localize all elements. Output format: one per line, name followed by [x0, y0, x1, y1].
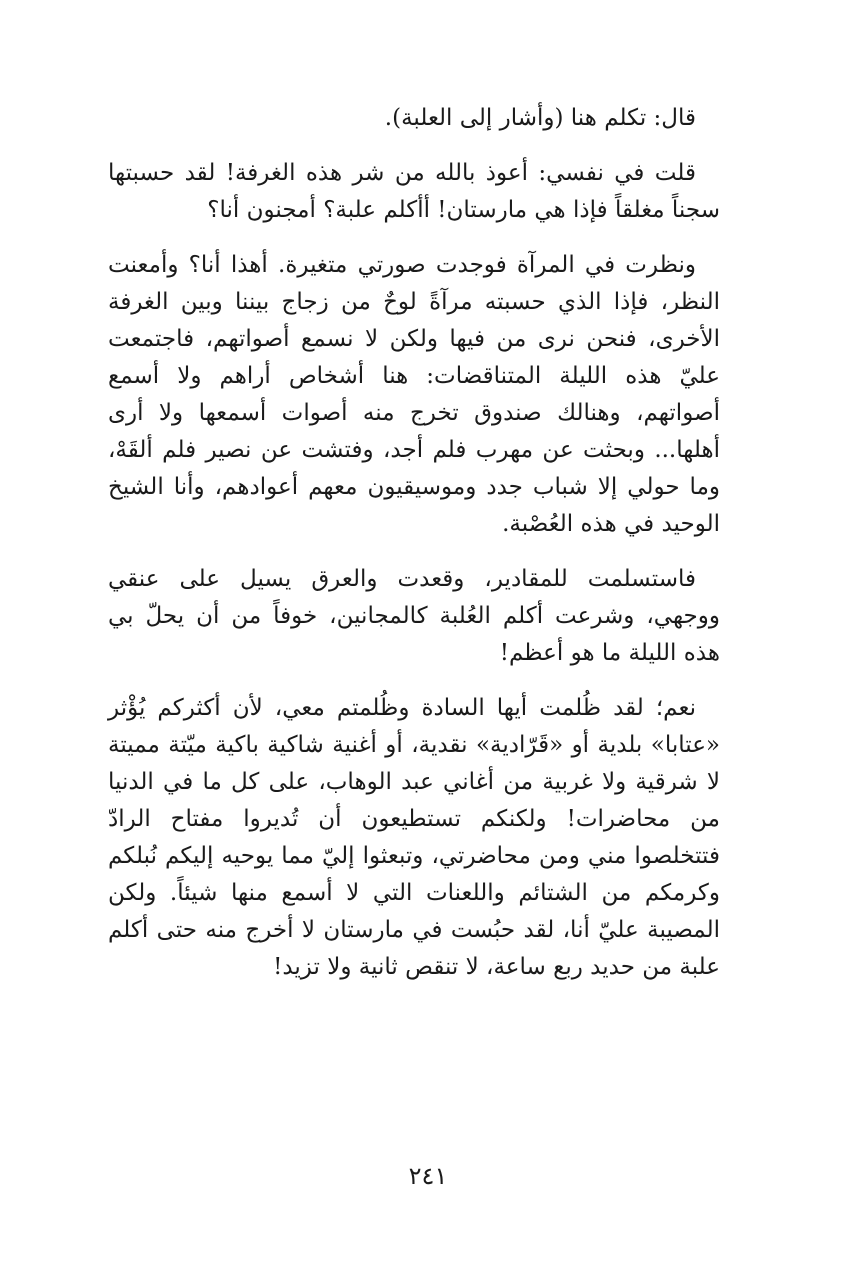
paragraph-4: فاستسلمت للمقادير، وقعدت والعرق يسيل على عنقي ووجهي، وشرعت أكلم العُلبة كالمجانين، خوفاً من أن يحلّ بي هذه الليلة ما هو أعظم! — [108, 566, 720, 666]
paragraph-2: قلت في نفسي: أعوذ بالله من شر هذه الغرفة! لقد حسبتها سجناً مغلقاً فإذا هي مارستان! أأكلم علبة؟ أمجنون أنا؟ — [108, 160, 720, 223]
paragraph-1: قال: تكلم هنا (وأشار إلى العلبة). — [384, 105, 696, 131]
body-text — [108, 100, 720, 1004]
page-number: ٢٤١ — [408, 1162, 448, 1190]
paragraph-3: ونظرت في المرآة فوجدت صورتي متغيرة. أهذا أنا؟ وأمعنت النظر، فإذا الذي حسبته مرآةً لوحٌ من زجاج بيننا وبين الغرفة الأخرى، فنحن نرى من فيها ولكن لا نسمع أصواتهم، فاجتمعت عليّ هذه الليلة المتناقضات: هنا أشخاص أراهم ولا أسمع أصواتهم، وهنالك صندوق تخرج منه أصوات أسمعها ولا أرى أهلها... وبحثت عن مهرب فلم أجد، وفتشت عن نصير فلم ألقَهْ، وما حولي إلا شباب جدد وموسيقيون معهم أعوادهم، وأنا الشيخ الوحيد في هذه العُصْبة. — [108, 252, 720, 537]
paragraph-5: نعم؛ لقد ظُلمت أيها السادة وظُلمتم معي، لأن أكثركم يُؤْثر «عتابا» بلدية أو «قَرّادية» نقدية، أو أغنية شاكية باكية ميّتة مميتة لا شرقية ولا غربية من أغاني عبد الوهاب، على كل ما في الدنيا من محاضرات! ولكنكم تستطيعون أن تُديروا مفتاح الرادّ فتتخلصوا مني ومن محاضرتي، وتبعثوا إليّ مما يوحيه إليكم نُبلكم وكرمكم من الشتائم واللعنات التي لا أسمع منها شيئاً. ولكن المصيبة عليّ أنا، لقد حبُست في مارستان لا أخرج منه حتى أكلم علبة من حديد ربع ساعة، لا تنقص ثانية ولا تزيد! — [108, 695, 720, 980]
